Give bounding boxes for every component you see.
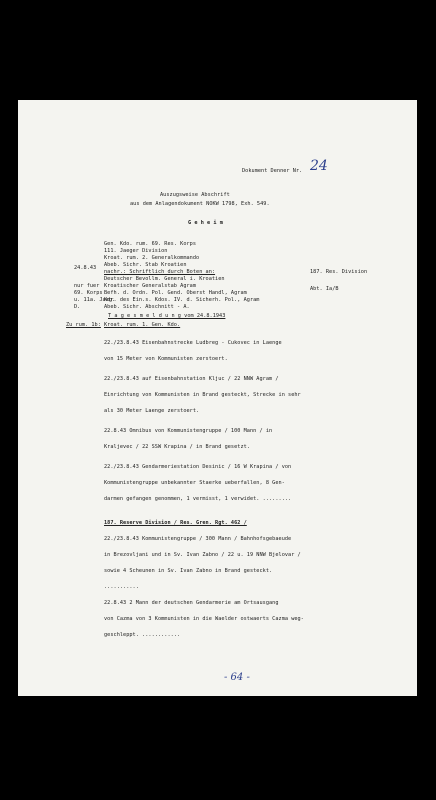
- report-line: Einrichtung von Kommunisten in Brand gesteckt, Strecke in sehr: [104, 392, 301, 398]
- report-line: 22.8.43 2 Mann der deutschen Gendarmerie am Ortsausgang: [104, 600, 279, 606]
- report-line: 22./23.8.43 Kommunistengruppe / 300 Mann / Bahnhofsgebaeude: [104, 536, 292, 542]
- report-line: 22./23.8.43 Gendarmeriestation Desinic / 16 W Krapina / von: [104, 464, 292, 470]
- report-line: geschleppt. ............: [104, 632, 181, 638]
- division-label: 187. Res. Division: [310, 269, 368, 275]
- report-line: Kraljevec / 22 SSW Krapina / in Brand gesetzt.: [104, 444, 250, 450]
- report-line: 22.8.43 Omnibus von Kommunistengruppe / 100 Mann / in: [104, 428, 273, 434]
- distribution-line: Abeb. Sichr. Abschnitt - A.: [104, 304, 190, 310]
- report-line: von Cazma von 3 Kommunisten in die Waelder ostwaerts Cazma weg-: [104, 616, 304, 622]
- report-line: Kommunistengruppe unbekannter Staerke ueberfallen, 8 Gen-: [104, 480, 285, 486]
- distribution-line: Abeb. Sichr. Stab Kroatien: [104, 262, 187, 268]
- doc-number-handwritten: 24: [310, 158, 328, 174]
- report-line: in Brezovljani und in Sv. Ivan Zabno / 22 u. 19 NNW Bjelovar /: [104, 552, 301, 558]
- doc-label: Dokument Denner Nr.: [242, 168, 303, 174]
- distribution-line: Kdr. des Ein.s. Kdos. IV. d. Sicherh. Pol., Agram: [104, 297, 260, 303]
- report-line: sowie 4 Scheunen in Sv. Ivan Zabno in Brand gesteckt.: [104, 568, 273, 574]
- report-ref-right: Kroat. rum. 1. Gen. Kdo.: [104, 322, 181, 328]
- report-line: darmen gefangen genommen, 1 vermisst, 1 verwidet. .........: [104, 496, 292, 502]
- report-ref-left: Zu rum. 1b:: [66, 322, 101, 328]
- division-abt: Abt. Ia/B: [310, 286, 339, 292]
- left-note: 69. Korps: [74, 290, 103, 296]
- division-heading: 187. Reserve Division / Res. Gren. Rgt. 462 /: [104, 520, 247, 526]
- abschrift-title: Auszugsweise Abschrift: [160, 192, 230, 198]
- distribution-date: 24.8.43: [74, 265, 97, 271]
- distribution-line: Gen. Kdo. rum. 69. Res. Korps: [104, 241, 197, 247]
- left-note: nur fuer: [74, 283, 100, 289]
- distribution-line: Deutscher Bevollm. General i. Kroatien: [104, 276, 225, 282]
- report-line: als 30 Meter Laenge zerstoert.: [104, 408, 200, 414]
- distribution-line: Befh. d. Ordn. Pol. Gend. Oberst Handl, Agram: [104, 290, 247, 296]
- report-line: ...........: [104, 584, 139, 590]
- page-number-handwritten: - 64 -: [224, 672, 250, 683]
- distribution-line: Kroat. rum. 2. Generalkommando: [104, 255, 200, 261]
- left-note: D.: [74, 304, 81, 310]
- distribution-line: nachr.: Schriftlich durch Boten an:: [104, 269, 216, 275]
- report-line: 22./23.8.43 Eisenbahnstrecke Ludbreg - Cukovec in Laenge: [104, 340, 282, 346]
- left-note: u. 11a. Jaeg.: [74, 297, 116, 303]
- secret-heading: G e h e i m: [188, 220, 223, 226]
- report-title: T a g e s m e l d u n g vom 24.8.1943: [108, 313, 226, 319]
- report-line: 22./23.8.43 auf Eisenbahnstation Kljuc / 22 NNW Agram /: [104, 376, 279, 382]
- report-line: von 15 Meter von Kommunisten zerstoert.: [104, 356, 228, 362]
- source-reference: aus dem Anlagendokument NOKW 1798, Exh. 549.: [130, 201, 270, 207]
- distribution-line: 111. Jaeger Division: [104, 248, 168, 254]
- document-page: [18, 100, 417, 696]
- distribution-line: Kroatischer Generalstab Agram: [104, 283, 197, 289]
